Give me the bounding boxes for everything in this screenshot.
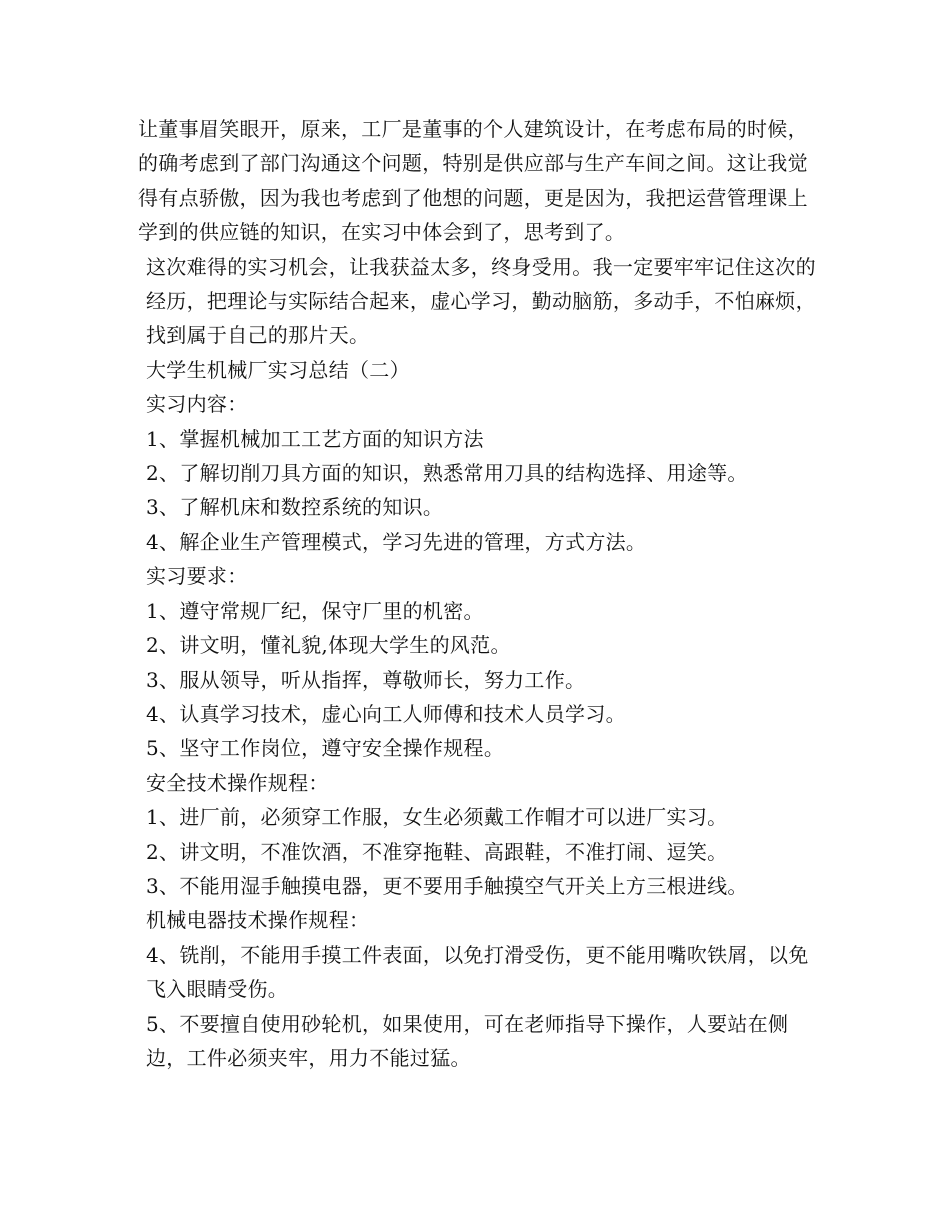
section-title: 大学生机械厂实习总结（二） [146,357,410,382]
list-item: 4、认真学习技术，虚心向工人师傅和技术人员学习。 [146,701,626,726]
paragraph-conclusion: 这次难得的实习机会，让我获益太多，终身受用。我一定要牢牢记住这次的经历，把理论与实际结合起来，虚心学习，勤动脑筋，多动手，不怕麻烦，找到属于自己的那片天。 [146,254,816,348]
list-item: 1、遵守常规厂纪，保守厂里的机密。 [146,598,484,623]
document-body [138,112,818,1075]
list-item: 2、了解切削刀具方面的知识，熟悉常用刀具的结构选择、用途等。 [146,461,748,486]
heading-internship-content: 实习内容： [146,392,248,417]
list-item: 1、掌握机械加工工艺方面的知识方法 [146,426,484,451]
list-item: 4、铣削，不能用手摸工件表面，以免打滑受伤，更不能用嘴吹铁屑，以免飞入眼睛受伤。 [146,942,809,1002]
heading-machinery-electrical-rules: 机械电器技术操作规程： [146,908,370,933]
paragraph-intro-continuation: 让董事眉笑眼开，原来，工厂是董事的个人建筑设计，在考虑布局的时候，的确考虑到了部门沟通这个问题，特别是供应部与生产车间之间。这让我觉得有点骄傲，因为我也考虑到了他想的问题，更是因为，我把运营管理课上学到的供应链的知识，在实习中体会到了，思考到了。 [138,117,808,245]
list-item: 5、坚守工作岗位，遵守安全操作规程。 [146,736,505,761]
heading-safety-rules: 安全技术操作规程： [146,770,329,795]
list-item: 5、不要擅自使用砂轮机，如果使用，可在老师指导下操作，人要站在侧边，工件必须夹牢，用力不能过猛。 [146,1011,789,1070]
list-item: 2、讲文明，懂礼貌,体现大学生的风范。 [146,633,511,658]
list-item: 3、服从领导，听从指挥，尊敬师长，努力工作。 [146,667,586,692]
list-item: 3、了解机床和数控系统的知识。 [146,495,444,520]
list-item: 4、解企业生产管理模式，学习先进的管理，方式方法。 [146,529,647,554]
list-item: 2、讲文明，不准饮酒，不准穿拖鞋、高跟鞋，不准打闹、逗笑。 [146,839,728,864]
list-item: 3、不能用湿手触摸电器，更不要用手触摸空气开关上方三根进线。 [146,873,748,898]
list-item: 1、进厂前，必须穿工作服，女生必须戴工作帽才可以进厂实习。 [146,805,728,830]
heading-internship-requirements: 实习要求： [146,564,248,589]
